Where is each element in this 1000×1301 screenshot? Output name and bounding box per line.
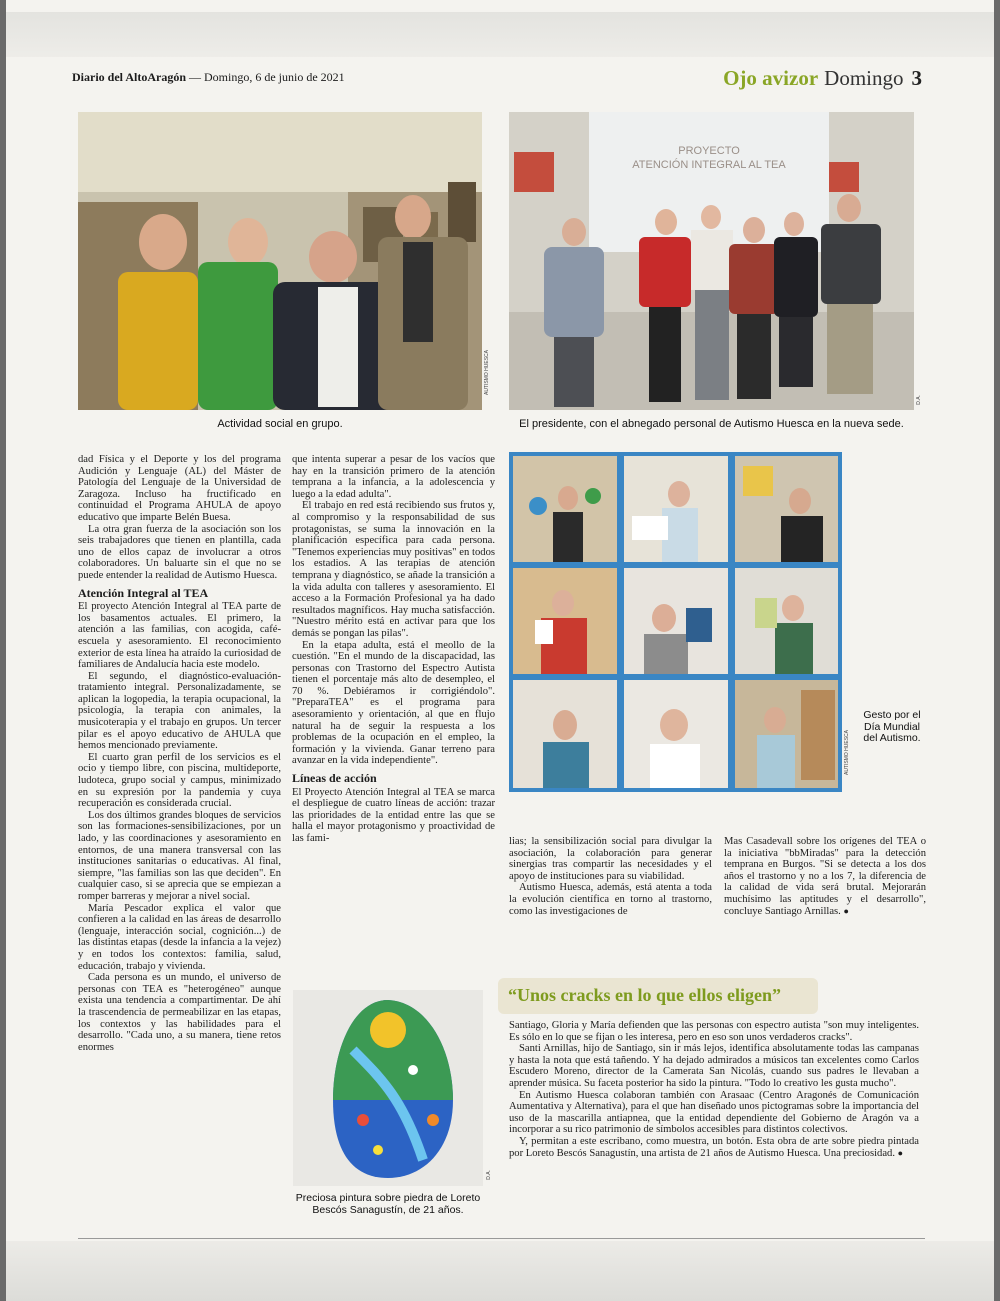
col3-paragraph-1: lias; la sensibilización social para divulgar la asociación, la colaboración para generar sinergias tras compartir las necesidades y el apoyo de instituciones para su viabilidad. [509, 836, 712, 882]
col2-paragraph-2: El trabajo en red está recibiendo sus frutos y, al compromiso y la responsabilidad de sus protagonistas, se suma la innovación en la planificación específica para cada persona. "Tenemos experiencias muy positivas" en todos los estadios. A las terapias de atención temprana y diagnóstico, se añade la transición a la vida adulta con talleres y asesoramiento. El acceso a la Formación Profesional ya ha dado resultados magníficos. Hay mucha satisfacción. "Nuestro mérito está en activar para que los demás se pongan las pilas". [292, 500, 495, 639]
group-photo-credit: AUTISMO HUESCA [484, 350, 490, 396]
col1-paragraph-1: dad Física y el Deporte y los del programa Audición y Lenguaje (AL) del Máster de Patología del Lenguaje de la Universidad de Zaragoza. Incluso ha fructificado en continuidad el Programa AHULA de apoyo educativo que imparte Belén Buesa. [78, 454, 281, 523]
autism-day-photo-grid [509, 452, 842, 792]
article-column-4 [724, 836, 926, 917]
publication-date: — Domingo, 6 de junio de 2021 [189, 70, 345, 84]
sidebar-end-mark: ● [897, 1147, 904, 1158]
subheading-atencion-integral: Atención Integral al TEA [78, 585, 209, 600]
sidebar-paragraph-2: Santi Arnillas, hijo de Santiago, sin ir más lejos, identifica absolutamente todas las campanas y hasta la nota que está tañendo. Y ha dejado admirados a músicos tan excelentes como Carlos Escudero Moreno, director de la Camerata San Nicolás, cuando sus padres le llevaban a aprender música. Su faceta posterior ha sido la pintura. "Todo lo creativo les gusta mucho". [509, 1043, 919, 1089]
article-column-3 [509, 836, 712, 917]
grid-photo-7 [513, 680, 617, 788]
article-column-2 [292, 454, 495, 845]
grid-photo-3 [735, 456, 838, 562]
grid-photo-9 [735, 680, 838, 788]
col4-paragraph-1 [724, 836, 926, 917]
staff-photo-caption: El presidente, con el abnegado personal de Autismo Huesca en la nueva sede. [519, 418, 904, 430]
bleed-through-top [6, 12, 994, 57]
col1-paragraph-2: La otra gran fuerza de la asociación son los seis trabajadores que tienen en plantilla, cada uno de ellos capaz de involucrar a otros colaboradores. Un baluarte sin el que no se puede entender la realidad de Autismo Huesca. [78, 523, 281, 581]
section-name: Ojo avizor [723, 66, 819, 90]
sidebar-paragraph-1: Santiago, Gloria y María defienden que las personas con espectro autista "son muy inteligentes. Es sólo en lo que se fijan o les interesa, pero en eso son unos verdaderos cracks". [509, 1020, 919, 1043]
article-end-mark: ● [843, 905, 849, 916]
page-number: 3 [911, 66, 922, 90]
projector-screen-title: PROYECTO [678, 145, 740, 157]
sidebar-paragraph-4-text: Y, permitan a este escribano, como muestra, un botón. Esta obra de arte sobre piedra pintada por Loreto Bescós Sanagustín, una artista de 21 años de Autismo Huesca. Una preciosidad. [509, 1135, 919, 1159]
group-activity-photo [78, 112, 482, 410]
sidebar-title: “Unos cracks en lo que ellos eligen” [508, 985, 781, 1005]
sidebar-paragraph-3: En Autismo Huesca colaboran también con Arasaac (Centro Aragonés de Comunicación Aumentativa y Alternativa), para el que han diseñado unos pictogramas sobre la importancia del uso de la mascarilla antiapnea, que la entidad dependiente del Gobierno de Aragón va a incorporar a su rico patrimonio de símbolos accesibles para distintos colectivos. [509, 1089, 919, 1136]
section-header [723, 66, 922, 91]
grid-photo-6 [735, 568, 838, 674]
grid-photo-credit: AUTISMO HUESCA [844, 730, 850, 776]
grid-photo-5 [624, 568, 728, 674]
col1-paragraph-6: Los dos últimos grandes bloques de servicios son las formaciones-sensibilizaciones, por un lado, y las coordinaciones y asesoramiento en entornos, de una manera transversal con las instituciones sanitarias o educativas. Al final, siempre, "las familias son las que deciden". En cualquier caso, si se aprecia que se empiezan a romper barreras y mejorar a nivel social. [78, 809, 281, 902]
section-day: Domingo [824, 66, 904, 90]
grid-photo-1 [513, 456, 617, 562]
col2-paragraph-1: que intenta superar a pesar de los vacíos que hay en la transición primero de la atención temprana a la infancia, a la adolescencia y luego a la edad adulta". [292, 454, 495, 500]
newspaper-name: Diario del AltoAragón [72, 70, 186, 84]
grid-photo-4 [513, 568, 617, 674]
stone-photo-caption: Preciosa pintura sobre piedra de Loreto Bescós Sanagustín, de 21 años. [295, 1192, 481, 1216]
col1-paragraph-5: El cuarto gran perfil de los servicios es el ocio y tiempo libre, con piscina, multideporte, ludoteca, grupo social y campus, minimizado en su expresión por la pandemia y cuya recuperación es considerada crucial. [78, 751, 281, 810]
col2-paragraph-4: El Proyecto Atención Integral al TEA se marca el despliegue de cuatro líneas de acción: trazar las prioridades de la entidad entre las que se halla el mayor protagonismo y proactividad de las fami- [292, 786, 495, 844]
article-column-1 [78, 454, 281, 1053]
subheading-lineas-accion: Líneas de acción [292, 771, 377, 786]
col1-paragraph-3: El proyecto Atención Integral al TEA parte de los basamentos actuales. El primero, la atención a las familias, con acogida, café-escuela y asesoramiento. El reconocimiento exterior de esta línea ha atraído la curiosidad de familiares de Andalucía hacia este modelo. [78, 601, 281, 671]
bottom-rule [78, 1238, 925, 1239]
staff-photo-credit: D.A. [916, 395, 922, 405]
bleed-through-bottom [6, 1241, 994, 1301]
grid-photo-caption: Gesto por el Día Mundial del Autismo. [863, 709, 921, 744]
col1-paragraph-7: María Pescador explica el valor que confieren a la calidad en las áreas de desarrollo (lenguaje, interacción social, cognición...) de las distintas etapas (desde la infancia a la vejez) y en todos los contextos: familia, salud, educación, trabajo y vivienda. [78, 902, 281, 972]
col1-paragraph-8: Cada persona es un mundo, el universo de personas con TEA es "heterogéneo" aunque exista una tendencia a compartimentar. De ahí la trascendencia de permeabilizar en las etapas, los contextos y las habilidades para el desarrollo. "Cada uno, a su manera, tiene retos enormes [78, 972, 281, 1053]
masthead-line [72, 70, 345, 85]
page-header [72, 68, 922, 94]
col3-paragraph-2: Autismo Huesca, además, está atenta a toda la evolución científica en torno al trastorno, como las investigaciones de [509, 882, 712, 917]
painted-stone-photo [293, 990, 483, 1186]
grid-photo-8 [624, 680, 728, 788]
grid-photo-2 [624, 456, 728, 562]
stone-photo-credit: D.A. [486, 1170, 492, 1180]
col1-paragraph-4: El segundo, el diagnóstico-evaluación-tratamiento integral. Personalizadamente, se aplican la logopedia, la terapia ocupacional, la psicología, la terapia con animales, la musicoterapia y el trabajo en grupos. Un tercer pilar es el apoyo educativo de AHULA que hemos mencionado previamente. [78, 670, 281, 752]
group-photo-caption: Actividad social en grupo. [217, 418, 343, 430]
sidebar-paragraph-4 [509, 1136, 919, 1159]
projector-screen-subtitle: ATENCIÓN INTEGRAL AL TEA [632, 159, 786, 171]
col2-paragraph-3: En la etapa adulta, está el meollo de la cuestión. "En el mundo de la discapacidad, las personas con Trastorno del Espectro Autista tienen el porcentaje más alto de desempleo, el 70 %. Debiéramos ir corrigiéndolo". "PreparaTEA" es el programa para asesoramiento y orientación, al que en flujo natural ha de seguir la respuesta a los problemas de la ocupación en el empleo, la formación y la vivienda. Ganar terreno para avanzar en la vida independiente". [292, 639, 495, 767]
col4-paragraph-1-text: Mas Casadevall sobre los orígenes del TEA o la iniciativa "bbMiradas" para la detección temprana en Burgos. "Si se detecta a los dos años el trastorno y no a los 7, la diferencia de la calidad de vida será brutal. Mejorarán muchísimo las aptitudes y el desarrollo", concluye Santiago Arnillas. [724, 836, 926, 917]
staff-photo [509, 112, 914, 410]
sidebar-body [509, 1020, 919, 1159]
